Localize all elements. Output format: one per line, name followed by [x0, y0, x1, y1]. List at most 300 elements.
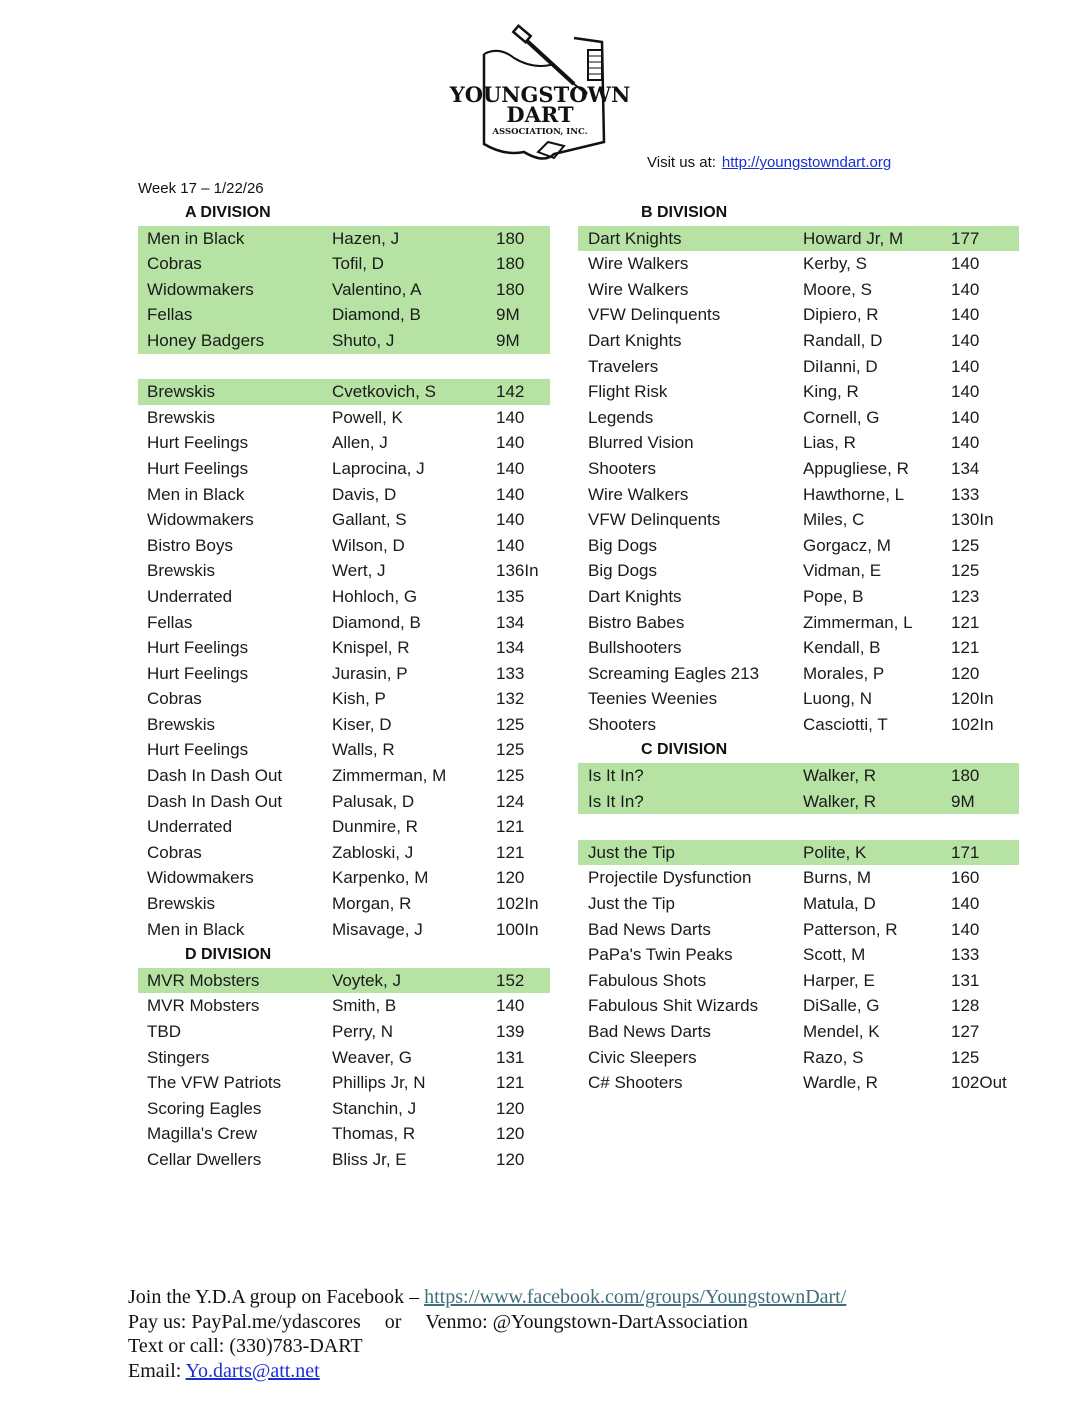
score-row	[138, 712, 550, 738]
score-cell: 125	[496, 714, 525, 734]
score-cell: 140	[951, 279, 980, 299]
score-cell: 125	[951, 535, 980, 555]
score-row	[138, 917, 550, 943]
team-cell: Screaming Eagles 213	[588, 663, 760, 683]
score-row	[578, 635, 1019, 661]
player-cell: Walker, R	[803, 766, 877, 786]
team-cell: The VFW Patriots	[147, 1073, 282, 1093]
team-cell: Brewskis	[147, 382, 216, 402]
team-cell: Cobras	[147, 254, 202, 274]
player-cell: Wilson, D	[332, 535, 405, 555]
team-cell: Dart Knights	[588, 586, 682, 606]
email-link[interactable]: Yo.darts@att.net	[185, 1359, 320, 1382]
score-cell: 132	[496, 689, 525, 709]
player-cell: Zimmerman, M	[332, 766, 447, 786]
footer	[128, 1285, 846, 1383]
team-cell: Bad News Darts	[588, 1022, 711, 1041]
team-cell: Fabulous Shit Wizards	[588, 996, 759, 1016]
player-cell: Appugliese, R	[803, 458, 909, 478]
score-row	[578, 968, 1019, 994]
team-cell: Is It In?	[588, 766, 644, 786]
facebook-link[interactable]: https://www.facebook.com/groups/YoungstownDart/	[424, 1286, 847, 1308]
score-row	[578, 507, 1019, 533]
team-cell: C# Shooters	[588, 1073, 683, 1093]
score-row	[138, 635, 550, 661]
player-cell: Wardle, R	[803, 1073, 878, 1093]
c-division-highlights	[578, 763, 1019, 814]
player-cell: Kerby, S	[803, 254, 867, 274]
score-row	[138, 482, 550, 508]
score-row	[138, 584, 550, 610]
score-cell: 134	[951, 458, 980, 478]
score-cell: 140	[951, 894, 980, 914]
team-cell: Men in Black	[147, 228, 245, 248]
score-cell: 125	[496, 766, 525, 786]
team-cell: Fabulous Shots	[588, 970, 707, 990]
player-cell: Hazen, J	[332, 228, 400, 248]
team-cell: Fellas	[147, 612, 193, 632]
score-cell: 127	[951, 1022, 980, 1041]
website-link[interactable]: http://youngstowndart.org	[721, 154, 892, 171]
score-row	[578, 456, 1019, 482]
score-cell: 120In	[951, 689, 994, 709]
team-cell: Hurt Feelings	[147, 638, 249, 658]
player-cell: Cornell, G	[803, 407, 880, 427]
score-cell: 128	[951, 996, 980, 1016]
score-row	[138, 1096, 550, 1122]
player-cell: Howard Jr, M	[803, 228, 904, 248]
facebook-text: Join the Y.D.A group on Facebook –	[128, 1286, 425, 1308]
team-cell: Projectile Dysfunction	[588, 868, 752, 888]
score-cell: 140	[951, 407, 980, 427]
score-cell: 180	[951, 766, 980, 786]
score-row	[578, 891, 1019, 917]
score-cell: 120	[496, 1124, 525, 1144]
week-label: Week 17 – 1/22/26	[138, 180, 264, 197]
player-cell: Wert, J	[332, 561, 386, 581]
score-row	[578, 789, 1019, 815]
score-row	[578, 1045, 1019, 1071]
score-cell: 120	[496, 868, 525, 888]
team-cell: Hurt Feelings	[147, 663, 249, 683]
score-cell: 123	[951, 586, 980, 606]
player-cell: Diamond, B	[332, 612, 421, 632]
player-cell: Thomas, R	[332, 1124, 416, 1144]
team-cell: Brewskis	[147, 714, 216, 734]
team-cell: Just the Tip	[588, 842, 675, 862]
score-row	[578, 661, 1019, 687]
team-cell: Honey Badgers	[147, 330, 265, 350]
score-row	[578, 251, 1019, 277]
score-cell: 125	[951, 1047, 980, 1067]
team-cell: MVR Mobsters	[147, 996, 260, 1016]
player-cell: Walls, R	[332, 740, 395, 760]
player-cell: Zimmerman, L	[803, 612, 913, 632]
score-cell: 142	[496, 382, 525, 402]
b-division-title: B DIVISION	[641, 204, 728, 221]
score-cell: 130In	[951, 510, 994, 530]
score-row	[138, 763, 550, 789]
team-cell: Wire Walkers	[588, 484, 689, 504]
team-cell: Brewskis	[147, 894, 216, 914]
team-cell: Blurred Vision	[588, 433, 694, 453]
footer-email-line	[128, 1359, 846, 1384]
team-cell: Dart Knights	[588, 228, 682, 248]
score-row	[578, 302, 1019, 328]
score-cell: 121	[951, 612, 980, 632]
player-cell: Miles, C	[803, 510, 865, 530]
score-cell: 133	[951, 484, 980, 504]
score-row	[578, 712, 1019, 738]
score-row	[578, 993, 1019, 1019]
score-cell: 140	[496, 996, 525, 1016]
player-cell: Kish, P	[332, 689, 386, 709]
player-cell: Kendall, B	[803, 638, 881, 658]
score-row	[138, 1070, 550, 1096]
score-row	[138, 277, 550, 303]
player-cell: Dunmire, R	[332, 817, 418, 837]
team-cell: Hurt Feelings	[147, 433, 249, 453]
score-cell: 121	[951, 638, 980, 658]
score-cell: 140	[951, 382, 980, 402]
team-cell: Teenies Weenies	[588, 689, 718, 709]
score-row	[138, 302, 550, 328]
team-cell: Travelers	[588, 356, 659, 376]
visit-label: Visit us at:	[647, 154, 716, 171]
score-cell: 140	[951, 919, 980, 939]
player-cell: Casciotti, T	[803, 714, 888, 734]
player-cell: Tofil, D	[332, 254, 384, 274]
player-cell: Valentino, A	[332, 279, 422, 299]
score-cell: 135	[496, 586, 525, 606]
team-cell: VFW Delinquents	[588, 305, 721, 325]
score-row	[578, 942, 1019, 968]
player-cell: Allen, J	[332, 433, 388, 453]
team-cell: Bistro Boys	[147, 535, 233, 555]
team-cell: Big Dogs	[588, 561, 657, 581]
score-row	[138, 251, 550, 277]
player-cell: Hohloch, G	[332, 586, 418, 606]
player-cell: Scott, M	[803, 945, 866, 965]
score-cell: 136In	[496, 561, 539, 581]
player-cell: Walker, R	[803, 791, 877, 811]
player-cell: Powell, K	[332, 407, 403, 427]
score-row	[578, 865, 1019, 891]
team-cell: Shooters	[588, 458, 657, 478]
score-row	[138, 1019, 550, 1045]
player-cell: Moore, S	[803, 279, 872, 299]
team-cell: Men in Black	[147, 484, 245, 504]
right-column	[578, 200, 1019, 1096]
player-cell: Gorgacz, M	[803, 535, 891, 555]
player-cell: King, R	[803, 382, 859, 402]
score-row	[138, 891, 550, 917]
score-row	[578, 533, 1019, 559]
score-row	[578, 840, 1019, 866]
team-cell: Cobras	[147, 689, 202, 709]
team-cell: Shooters	[588, 714, 657, 734]
team-cell: Fellas	[147, 305, 193, 325]
a-division-highlights	[138, 226, 550, 354]
player-cell: Bliss Jr, E	[332, 1149, 407, 1169]
score-cell: 133	[951, 945, 980, 965]
player-cell: Smith, B	[332, 996, 397, 1016]
player-cell: Shuto, J	[332, 330, 395, 350]
score-row	[138, 661, 550, 687]
score-row	[138, 379, 550, 405]
player-cell: Morgan, R	[332, 894, 412, 914]
score-cell: 9M	[496, 330, 520, 350]
team-cell: Civic Sleepers	[588, 1047, 697, 1067]
score-row	[138, 507, 550, 533]
score-cell: 134	[496, 638, 525, 658]
logo-text-dart: DART	[506, 102, 574, 127]
team-cell: Magilla's Crew	[147, 1124, 257, 1144]
team-cell: PaPa's Twin Peaks	[588, 945, 733, 965]
team-cell: Wire Walkers	[588, 279, 689, 299]
team-cell: Cellar Dwellers	[147, 1149, 262, 1169]
team-cell: Cobras	[147, 842, 202, 862]
score-cell: 139	[496, 1022, 525, 1041]
team-cell: Just the Tip	[588, 894, 675, 914]
player-cell: Misavage, J	[332, 919, 423, 939]
score-row	[138, 686, 550, 712]
score-cell: 140	[496, 458, 525, 478]
player-cell: DiIanni, D	[803, 356, 878, 376]
score-cell: 140	[951, 433, 980, 453]
score-row	[138, 226, 550, 252]
player-cell: Burns, M	[803, 868, 872, 888]
player-cell: Zabloski, J	[332, 842, 414, 862]
team-cell: Hurt Feelings	[147, 458, 249, 478]
spacer-row	[578, 814, 1019, 840]
team-cell: Wire Walkers	[588, 254, 689, 274]
venmo-text: Venmo: @Youngstown-DartAssociation	[425, 1310, 748, 1333]
score-row	[138, 558, 550, 584]
score-row	[138, 737, 550, 763]
player-cell: Hawthorne, L	[803, 484, 905, 504]
team-cell: Big Dogs	[588, 535, 657, 555]
score-row	[578, 328, 1019, 354]
team-cell: Hurt Feelings	[147, 740, 249, 760]
team-cell: MVR Mobsters	[147, 970, 260, 990]
score-cell: 124	[496, 791, 525, 811]
score-cell: 140	[951, 254, 980, 274]
score-cell: 131	[496, 1047, 525, 1067]
or-text: or	[384, 1310, 402, 1333]
score-row	[578, 226, 1019, 252]
team-cell: Scoring Eagles	[147, 1098, 262, 1118]
dart-logo-icon	[444, 24, 636, 170]
score-cell: 140	[951, 330, 980, 350]
team-cell: Is It In?	[588, 791, 644, 811]
score-row	[578, 610, 1019, 636]
player-cell: Mendel, K	[803, 1022, 880, 1041]
score-cell: 102In	[496, 894, 539, 914]
team-cell: Widowmakers	[147, 510, 254, 530]
score-row	[138, 814, 550, 840]
score-cell: 180	[496, 254, 525, 274]
player-cell: Voytek, J	[332, 970, 401, 990]
b-division-rows	[578, 226, 1019, 738]
team-cell: Flight Risk	[588, 382, 668, 402]
score-row	[578, 917, 1019, 943]
team-cell: Underrated	[147, 586, 233, 606]
score-cell: 177	[951, 228, 980, 248]
score-row	[138, 993, 550, 1019]
player-cell: Karpenko, M	[332, 868, 429, 888]
score-row	[578, 1019, 1019, 1045]
team-cell: Men in Black	[147, 919, 245, 939]
score-row	[138, 610, 550, 636]
player-cell: Harper, E	[803, 970, 875, 990]
team-cell: Widowmakers	[147, 279, 254, 299]
team-cell: Bistro Babes	[588, 612, 685, 632]
score-row	[138, 840, 550, 866]
team-cell: Stingers	[147, 1047, 210, 1067]
d-division-rows	[138, 968, 550, 1173]
score-cell: 140	[496, 433, 525, 453]
score-row	[138, 968, 550, 994]
team-cell: Widowmakers	[147, 868, 254, 888]
score-row	[138, 328, 550, 354]
logo-text-youngstown: YOUNGSTOWN	[449, 82, 631, 107]
player-cell: Matula, D	[803, 894, 876, 914]
score-cell: 121	[496, 1073, 525, 1093]
player-cell: Stanchin, J	[332, 1098, 417, 1118]
player-cell: Luong, N	[803, 689, 872, 709]
player-cell: Weaver, G	[332, 1047, 412, 1067]
score-row	[578, 584, 1019, 610]
score-cell: 125	[951, 561, 980, 581]
score-cell: 134	[496, 612, 525, 632]
score-row	[138, 1045, 550, 1071]
score-row	[138, 865, 550, 891]
score-cell: 9M	[951, 791, 975, 811]
score-cell: 140	[496, 484, 525, 504]
c-division-title: C DIVISION	[641, 741, 728, 759]
email-label: Email:	[128, 1359, 186, 1382]
team-cell: Brewskis	[147, 561, 216, 581]
yda-logo	[444, 24, 636, 170]
score-cell: 9M	[496, 305, 520, 325]
score-cell: 140	[496, 535, 525, 555]
score-row	[138, 1121, 550, 1147]
score-cell: 102Out	[951, 1073, 1007, 1093]
score-row	[578, 354, 1019, 380]
player-cell: Davis, D	[332, 484, 397, 504]
footer-pay-line	[128, 1310, 846, 1335]
visit-us	[647, 154, 891, 171]
player-cell: Perry, N	[332, 1022, 394, 1041]
team-cell: Underrated	[147, 817, 233, 837]
player-cell: Randall, D	[803, 330, 883, 350]
score-cell: 125	[496, 740, 525, 760]
score-row	[578, 763, 1019, 789]
logo-text-association: ASSOCIATION, INC.	[492, 127, 588, 137]
team-cell: Legends	[588, 407, 654, 427]
score-cell: 180	[496, 279, 525, 299]
c-division-rows	[578, 840, 1019, 1096]
player-cell: Palusak, D	[332, 791, 415, 811]
player-cell: Razo, S	[803, 1047, 864, 1067]
team-cell: Bullshooters	[588, 638, 682, 658]
score-cell: 120	[951, 663, 980, 683]
left-column	[138, 200, 550, 1173]
team-cell: Bad News Darts	[588, 919, 711, 939]
team-cell: Brewskis	[147, 407, 216, 427]
score-cell: 171	[951, 842, 980, 862]
player-cell: Diamond, B	[332, 305, 421, 325]
score-cell: 100In	[496, 919, 539, 939]
score-cell: 152	[496, 970, 525, 990]
spacer-row	[138, 354, 550, 380]
score-row	[578, 430, 1019, 456]
player-cell: Laprocina, J	[332, 458, 425, 478]
player-cell: Pope, B	[803, 586, 864, 606]
a-division-title: A DIVISION	[185, 204, 271, 221]
score-cell: 120	[496, 1149, 525, 1169]
score-cell: 133	[496, 663, 525, 683]
player-cell: Knispel, R	[332, 638, 410, 658]
player-cell: Kiser, D	[332, 714, 392, 734]
score-cell: 140	[951, 356, 980, 376]
score-row	[138, 405, 550, 431]
player-cell: DiSalle, G	[803, 996, 880, 1016]
score-cell: 180	[496, 228, 525, 248]
score-cell: 121	[496, 817, 525, 837]
score-row	[578, 686, 1019, 712]
player-cell: Patterson, R	[803, 919, 898, 939]
score-cell: 121	[496, 842, 525, 862]
player-cell: Phillips Jr, N	[332, 1073, 426, 1093]
score-row	[578, 379, 1019, 405]
player-cell: Dipiero, R	[803, 305, 879, 325]
score-row	[138, 789, 550, 815]
score-row	[138, 533, 550, 559]
player-cell: Vidman, E	[803, 561, 882, 581]
team-cell: Dash In Dash Out	[147, 766, 283, 786]
player-cell: Cvetkovich, S	[332, 382, 436, 402]
player-cell: Lias, R	[803, 433, 856, 453]
score-row	[578, 405, 1019, 431]
score-cell: 102In	[951, 714, 994, 734]
team-cell: Dash In Dash Out	[147, 791, 283, 811]
score-cell: 140	[951, 305, 980, 325]
a-division-rows	[138, 379, 550, 942]
player-cell: Morales, P	[803, 663, 885, 683]
score-row	[578, 482, 1019, 508]
score-row	[138, 1147, 550, 1173]
team-cell: Dart Knights	[588, 330, 682, 350]
d-division-title: D DIVISION	[185, 946, 272, 964]
score-row	[578, 558, 1019, 584]
player-cell: Gallant, S	[332, 510, 407, 530]
footer-facebook-line	[128, 1285, 846, 1310]
score-cell: 160	[951, 868, 980, 888]
score-row	[138, 430, 550, 456]
team-cell: TBD	[147, 1022, 181, 1041]
score-row	[578, 277, 1019, 303]
footer-phone-line: Text or call: (330)783-DART	[128, 1335, 363, 1357]
player-cell: Polite, K	[803, 842, 867, 862]
team-cell: VFW Delinquents	[588, 510, 721, 530]
score-row	[138, 456, 550, 482]
score-cell: 120	[496, 1098, 525, 1118]
player-cell: Jurasin, P	[332, 663, 408, 683]
score-cell: 131	[951, 970, 980, 990]
paypal-text: Pay us: PayPal.me/ydascores	[128, 1310, 361, 1333]
